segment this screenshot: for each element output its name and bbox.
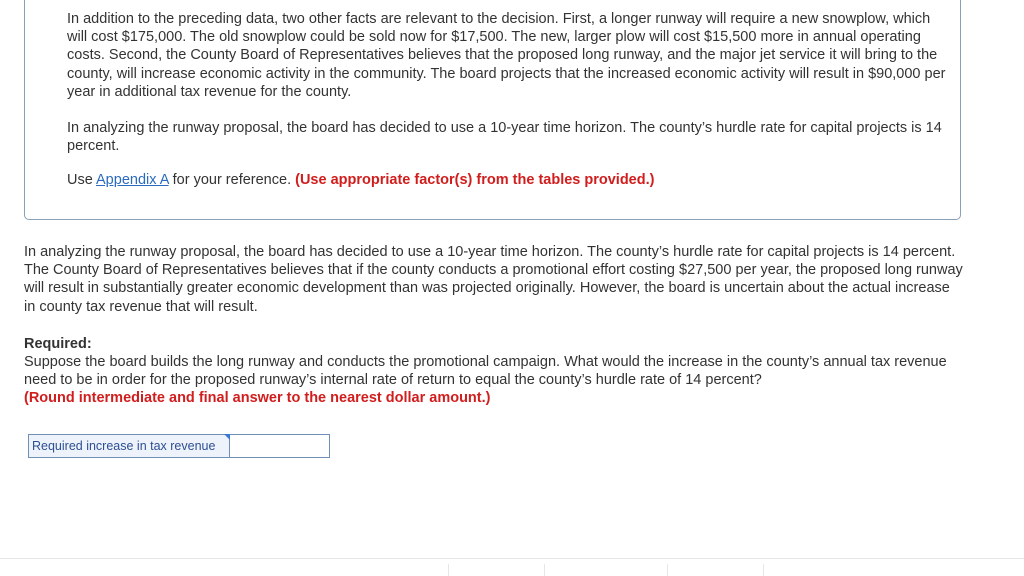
answer-row: [28, 434, 330, 458]
info-paragraph-2: In analyzing the runway proposal, the board has decided to use a 10-year time horizon. The county’s hurdle rate for capital projects is 14 percent.: [67, 120, 942, 155]
required-question: Suppose the board builds the long runway and conducts the promotional campaign. What would the increase in the county’s annual tax revenue need to be in order for the proposed runway’s internal rate of return to equal the county’s hurdle rate of 14 percent?: [24, 354, 947, 389]
reference-prefix: Use: [67, 172, 97, 189]
question-body: [24, 243, 964, 408]
scenario-paragraph: In analyzing the runway proposal, the board has decided to use a 10-year time horizon. The county’s hurdle rate for capital projects is 14 percent. The County Board of Representatives believes that if the county conducts a promotional effort costing $27,500 per year, the proposed long runway will result in substantially greater economic development than was projected originally. However, the board is uncertain about the actual increase in county tax revenue that will result.: [24, 244, 963, 315]
reference-middle: for your reference.: [168, 172, 296, 189]
appendix-a-link[interactable]: Appendix A: [96, 172, 169, 189]
info-reference-line: [67, 171, 947, 189]
footer-divider-tick: [448, 564, 449, 576]
required-heading: Required:: [24, 335, 92, 352]
footer-divider-tick: [763, 564, 764, 576]
footer-divider-tick: [667, 564, 668, 576]
rounding-instruction: (Round intermediate and final answer to the nearest dollar amount.): [24, 390, 491, 407]
factor-instruction: (Use appropriate factor(s) from the tables provided.): [295, 172, 655, 189]
footer-divider-tick: [544, 564, 545, 576]
tax-revenue-input[interactable]: [230, 434, 330, 458]
footer-divider: [0, 558, 1024, 559]
info-paragraph-1: In addition to the preceding data, two other facts are relevant to the decision. First, a longer runway will require a new snowplow, which will cost $175,000. The old snowplow could be sold now for $17,500. The new, larger plow will cost $15,500 more in annual operating costs. Second, the County Board of Representatives believes that the proposed long runway, and the major jet service it will bring to the county, will increase economic activity in the community. The board projects that the increased economic activity will result in $90,000 per year in additional tax revenue for the county.: [67, 11, 946, 100]
info-content: [67, 10, 947, 190]
info-panel: [24, 0, 961, 220]
answer-label: Required increase in tax revenue: [28, 434, 230, 458]
